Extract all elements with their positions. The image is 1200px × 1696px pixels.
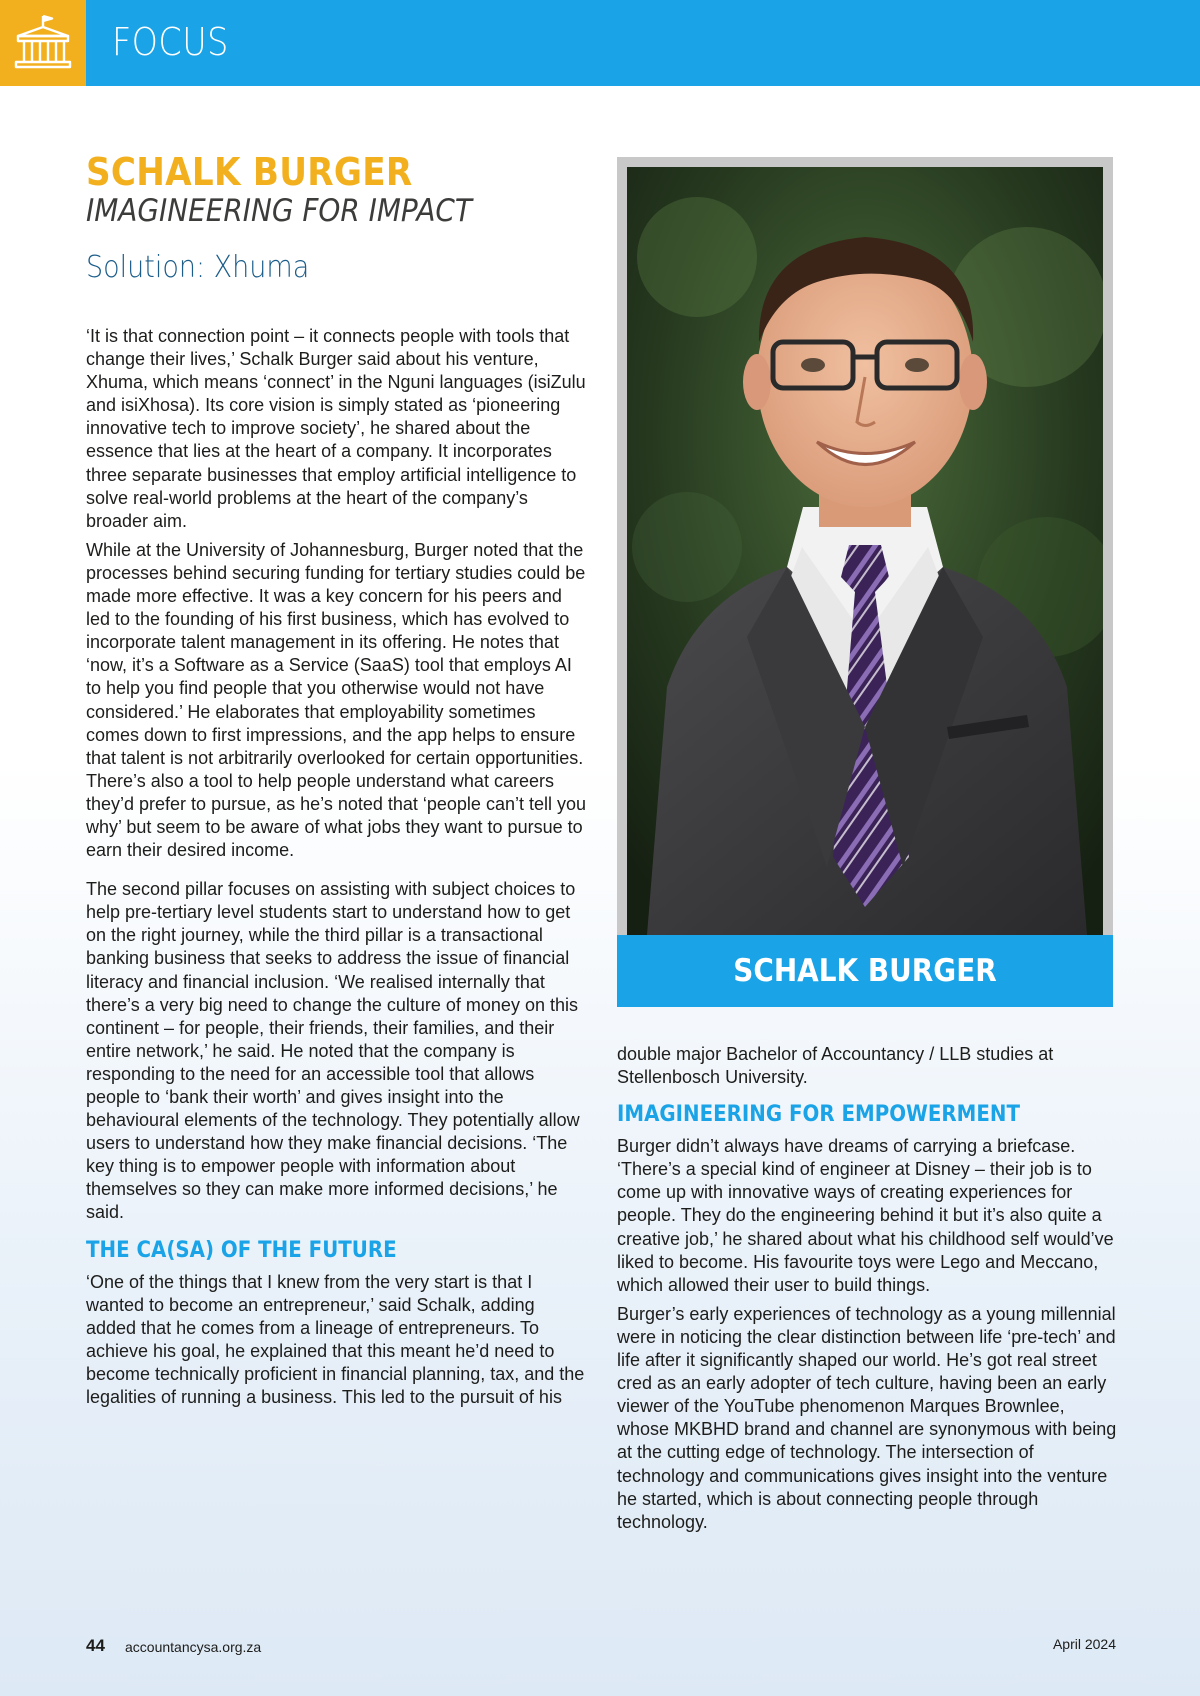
paragraph: The second pillar focuses on assisting with subject choices to help pre-tertiary level students start to understand how to get on the right journey, while the third pillar is a transactional banking business that seeks to address the issue of financial literacy and financial inclusion. ‘We realised internally that there’s a very big need to change the culture of money on this continent – for people, their friends, their families, and their entire network,’ he said. He noted that the company is responding to the need for an accessible tool that allows people to ‘bank their worth’ and gives insight into the behavioural elements of the technology. They potentially allow users to understand how they make financial decisions. ‘The key thing is to empower people with information about themselves so they can make more informed decisions,’ he said. [86,879,580,1223]
heading-empowerment: IMAGINEERING FOR EMPOWERMENT [617,1102,1020,1128]
heading-future: THE CA(SA) OF THE FUTURE [86,1237,397,1263]
paragraph: While at the University of Johannesburg, Burger noted that the processes behind securing funding for tertiary studies could be made more effective. It was a key concern for his peers and led to the founding of his first business, which has evolved to incorporate talent management in its offering. He notes that ‘now, it’s a Software as a Service (SaaS) tool that employs AI to help you find people that you otherwise would not have considered.’ He elaborates that employability sometimes comes down to first impressions, and the app helps to ensure that talent is not arbitrarily overlooked for certain opportunities. There’s also a tool to help people understand what careers they’d prefer to pursue, as he’s noted that ‘people can’t tell you why’ but seem to be aware of what jobs they want to pursue to earn their desired income. [86,539,586,861]
page-number: 44 [86,1636,105,1655]
portrait-illustration [627,167,1103,935]
footer-date: April 2024 [1052,1636,1116,1652]
section-header [0,0,1200,86]
portrait-photo [627,167,1103,935]
paragraph: Burger’s early experiences of technology as a young millennial were in noticing the clear distinction between life ‘pre-tech’ and life after it significantly shaped our world. He’s got real street cred as an early adopter of tech culture, having been an early viewer of the YouTube phenomenon Marques Brownlee, whose MKBHD brand and channel are synonymous with being at the cutting edge of technology. The intersection of technology and communications gives insight into the venture he started, which is about connecting people through technology. [617,1303,1117,1532]
photo-caption: SCHALK BURGER [733,953,997,989]
photo-caption-band [617,935,1113,1007]
portrait-frame [617,157,1113,935]
section-title: FOCUS [112,20,229,64]
article-solution: Solution: Xhuma [86,250,310,285]
section-icon-box [0,0,86,86]
article-name: SCHALK BURGER [86,150,413,194]
paragraph: ‘It is that connection point – it connects people with tools that change their lives,’ Schalk Burger said about his venture, Xhuma, which means ‘connect’ in the Nguni languages (isiZulu and isiXhosa). Its core vision is simply stated as ‘pioneering innovative tech to improve society’, he shared about the essence that lies at the heart of a company. It incorporates three separate businesses that employ artificial intelligence to solve real-world problems at the heart of the company’s broader aim. [86,326,586,531]
article-subtitle: IMAGINEERING FOR IMPACT [86,193,472,229]
footer-website: accountancysa.org.za [125,1639,262,1655]
paragraph: ‘One of the things that I knew from the very start is that I wanted to become an entrepreneur,’ said Schalk, adding added that he comes from a lineage of entrepreneurs. To achieve his goal, he explained that this meant he’d need to become technically proficient in financial planning, tax, and the legalities of running a business. This led to the pursuit of his [86,1271,585,1408]
right-column [617,1043,1117,1540]
left-column [86,325,586,1415]
paragraph: Burger didn’t always have dreams of carrying a briefcase. ‘There’s a special kind of engineer at Disney – their job is to come up with innovative ways of creating experiences for people. They do the engineering behind it but it’s also quite a creative job,’ he shared about what his childhood self would’ve liked to become. His favourite toys were Lego and Meccano, which allowed their user to build things. [617,1136,1114,1295]
paragraph: double major Bachelor of Accountancy / LLB studies at Stellenbosch University. [617,1044,1054,1088]
building-icon [12,12,74,74]
